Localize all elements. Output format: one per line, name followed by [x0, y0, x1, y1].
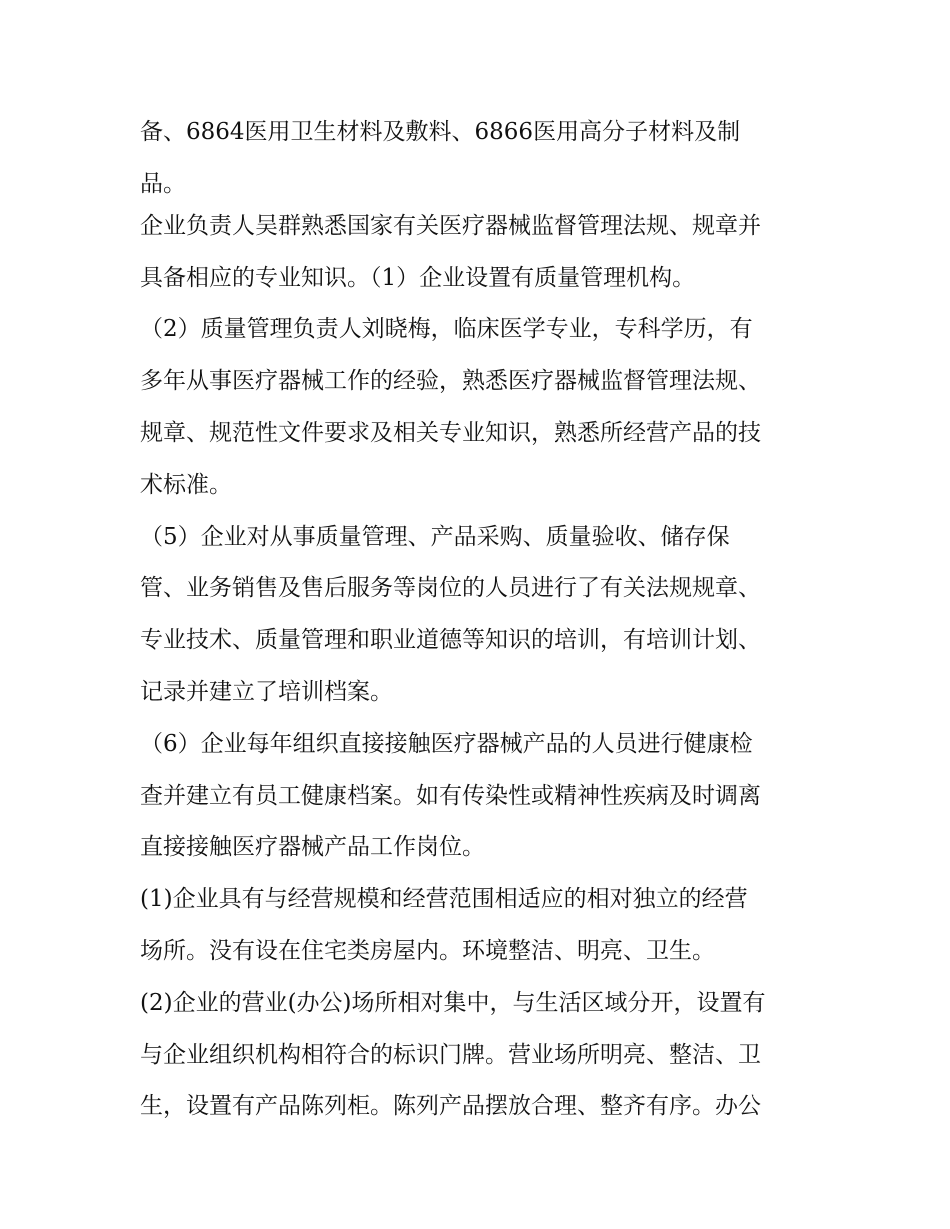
- text-line: 品。: [140, 170, 186, 197]
- text-line: （5）企业对从事质量管理、产品采购、质量验收、储存保: [140, 523, 730, 550]
- document-body: [140, 107, 820, 1133]
- text-line: 具备相应的专业知识。（1）企业设置有质量管理机构。: [140, 264, 696, 291]
- text-line: 与企业组织机构相符合的标识门牌。营业场所明亮、整洁、卫: [140, 1041, 761, 1068]
- text-line: 多年从事医疗器械工作的经验，熟悉医疗器械监督管理法规、: [140, 368, 761, 395]
- text-line: 直接接触医疗器械产品工作岗位。: [140, 834, 485, 861]
- text-line: (2)企业的营业(办公)场所相对集中，与生活区域分开，设置有: [140, 989, 766, 1016]
- text-line: 管、业务销售及售后服务等岗位的人员进行了有关法规规章、: [140, 575, 761, 602]
- text-line: 查并建立有员工健康档案。如有传染性或精神性疾病及时调离: [140, 782, 761, 809]
- text-line: 生，设置有产品陈列柜。陈列产品摆放合理、整齐有序。办公: [140, 1093, 761, 1120]
- text-line: 规章、规范性文件要求及相关专业知识，熟悉所经营产品的技: [140, 419, 761, 446]
- text-line: (1)企业具有与经营规模和经营范围相适应的相对独立的经营: [140, 886, 748, 913]
- text-line: （6）企业每年组织直接接触医疗器械产品的人员进行健康检: [140, 730, 753, 757]
- text-line: 企业负责人吴群熟悉国家有关医疗器械监督管理法规、规章并: [140, 212, 761, 239]
- text-line: （2）质量管理负责人刘晓梅，临床医学专业，专科学历，有: [140, 316, 753, 343]
- text-line: 记录并建立了培训档案。: [140, 678, 393, 705]
- text-line: 专业技术、质量管理和职业道德等知识的培训，有培训计划、: [140, 627, 761, 654]
- text-line: 术标准。: [140, 471, 232, 498]
- text-line: 备、6864医用卫生材料及敷料、6866医用高分子材料及制: [140, 119, 741, 145]
- text-line: 场所。没有设在住宅类房屋内。环境整洁、明亮、卫生。: [140, 937, 715, 964]
